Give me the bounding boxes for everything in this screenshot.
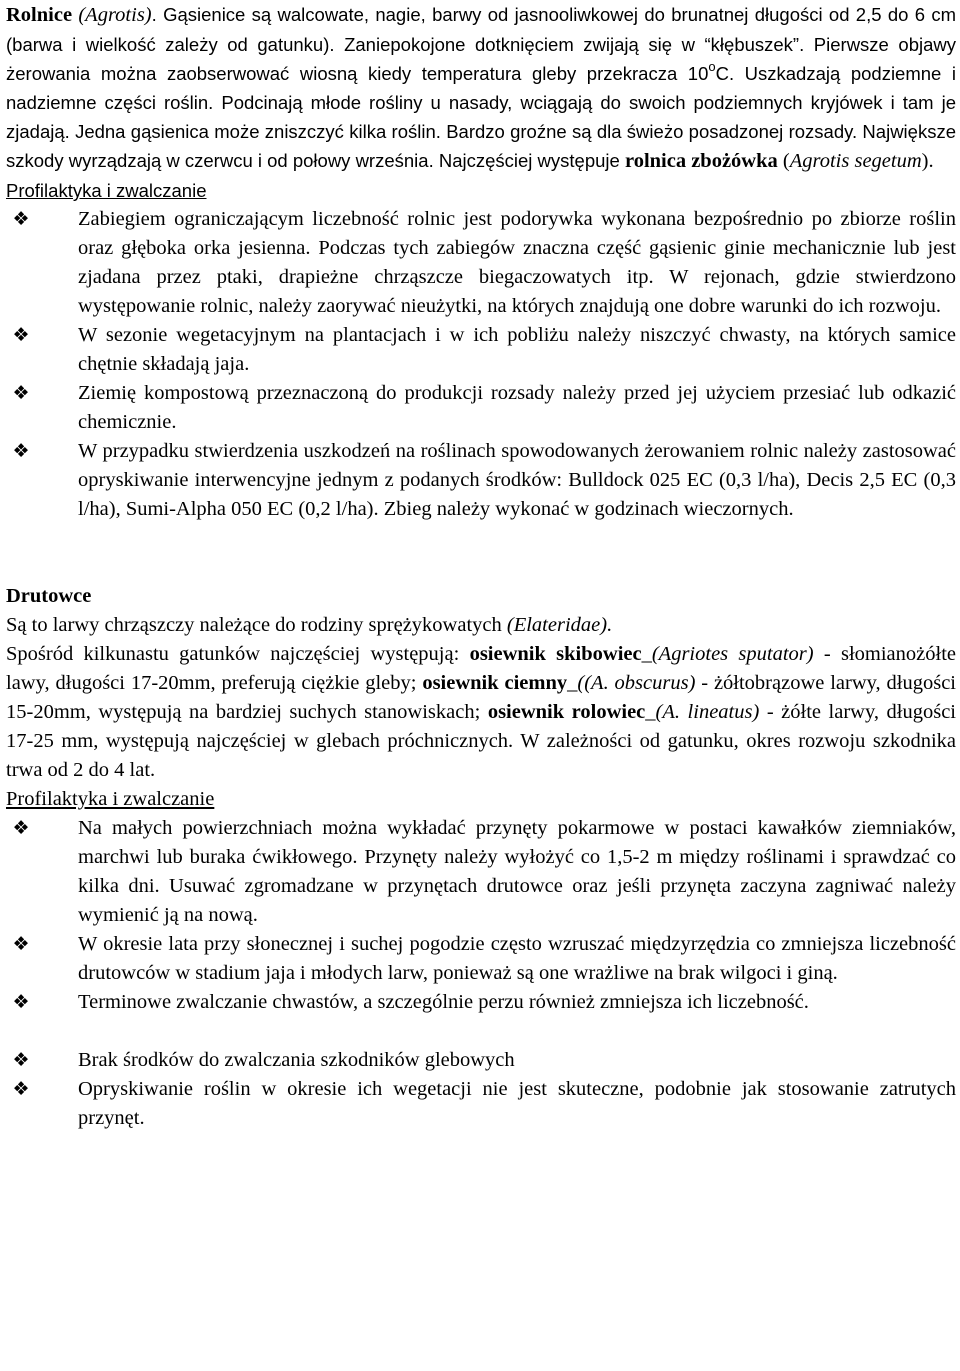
- bullet-text: Podczas tych zabiegów znaczna część gąsienic ginie mechanicznie lub jest zjadana przez ptaki, drapieżne chrząszcze biegaczowatych itp.: [78, 237, 956, 288]
- rolnice-section: [6, 0, 956, 524]
- bullet-text: Opryskiwanie roślin w okresie ich wegetacji nie jest skuteczne, podobnie jak stosowanie zatrutych przynęt.: [78, 1078, 956, 1129]
- bullet-text: Brak środków do zwalczania szkodników glebowych: [78, 1049, 515, 1071]
- species-name: osiewnik rolowiec: [487, 701, 646, 723]
- species-name: osiewnik skibowiec: [469, 643, 642, 665]
- species-latin: _(Agriotes sputator): [641, 643, 814, 665]
- drutowce-profilaktyka-heading: [6, 785, 956, 814]
- elateridae-latin: (Elateridae).: [506, 614, 613, 636]
- bullet-text: W przypadku stwierdzenia uszkodzeń na roślinach spowodowanych żerowaniem rolnic należy zastosować opryskiwanie interwencyjne jednym z podanych środków: Bulldock 025 EC (0,3 l/ha), Decis 2,5 EC (0,3 l/ha), Sumi-Alpha 050 EC (0,2 l/ha). Zbieg należy wykonać w godzinach wieczornych.: [78, 440, 956, 520]
- list-spacer: [6, 1017, 956, 1046]
- drutowce-bullets-2: [6, 1046, 956, 1133]
- rolnica-zbozowka: rolnica zbożówka: [624, 150, 778, 172]
- list-item: [6, 814, 956, 930]
- drutowce-paragraph: [6, 640, 956, 785]
- rolnice-text-1: . Gąsienice są walcowate, nagie, barwy od jasnooliwkowej do brunatnej długości od 2,5 do 6 cm (barwa i wielkość zależy od gatunku). Zaniepokojone dotknięciem zwijają się w “kłębuszek”. Pierwsze objawy żerowania można zaobserwować wiosną kiedy temperatura gleby przekracza 10: [6, 4, 957, 84]
- rolnice-title: Rolnice: [6, 4, 73, 26]
- list-item: [6, 1075, 956, 1133]
- species-latin: _((A. obscurus): [567, 672, 696, 694]
- bullet-text: W okresie lata przy słonecznej i suchej pogodzie często wzruszać międzyrzędzia co zmniejsza liczebność drutowców w stadium jaja i młodych larw, ponieważ są one wrażliwe na brak wilgoci i giną.: [78, 933, 956, 984]
- paren-open: (: [777, 150, 790, 172]
- degree-mark: o: [708, 59, 716, 74]
- species-desc: - żółtobrązowe larwy, długości 15-20mm, występują na bardziej suchych stanowiskach;: [6, 672, 956, 723]
- intro-text: Spośród kilkunastu gatunków najczęściej występują:: [6, 643, 470, 665]
- section-spacer: [6, 524, 956, 582]
- paren-close: ).: [921, 150, 934, 172]
- rolnice-profilaktyka-heading: [6, 176, 956, 205]
- diamond-bullet-icon: ❖: [12, 817, 30, 839]
- diamond-bullet-icon: ❖: [12, 324, 30, 346]
- heading-text: Profilaktyka i zwalczanie: [6, 180, 207, 201]
- bullet-text: Ziemię kompostową przeznaczoną do produkcji rozsady należy przed jej użyciem przesiać lub odkazić chemicznie.: [78, 382, 956, 433]
- diamond-bullet-icon: ❖: [12, 1049, 30, 1071]
- bullet-text: W rejonach, gdzie stwierdzono występowanie rolnic, należy zaorywać nieużytki, na których znajdują one dobre warunki do ich rozwoju.: [78, 266, 956, 317]
- diamond-bullet-icon: ❖: [12, 440, 30, 462]
- rolnice-paragraph: [6, 0, 956, 176]
- diamond-bullet-icon: ❖: [12, 933, 30, 955]
- list-item: [6, 379, 956, 437]
- document-page: [6, 0, 956, 1133]
- rolnice-text-2: C. Uszkadzają podziemne i nadziemne części roślin. Podcinają młode rośliny u nasady, wciągają do swoich podziemnych kryjówek i tam je zjadają. Jedna gąsienica może zniszczyć kilka roślin. Bardzo groźne są dla świeżo posadzonej rozsady. Największe szkody wyrządzają w czerwcu i od połowy września. Najczęściej występuje: [6, 63, 956, 171]
- species-desc: - żółte larwy, długości 17-25 mm, występują najczęściej w glebach próchnicznych. W zależności od gatunku, okres rozwoju szkodnika trwa od 2 do 4 lat.: [6, 701, 957, 781]
- heading-text: Profilaktyka i zwalczanie: [6, 788, 215, 810]
- drutowce-title-text: Drutowce: [6, 585, 92, 607]
- species-latin: _(A. lineatus): [645, 701, 760, 723]
- list-item: [6, 321, 956, 379]
- list-item: [6, 205, 956, 321]
- list-item: [6, 437, 956, 524]
- list-item: [6, 930, 956, 988]
- list-item: [6, 1046, 956, 1075]
- drutowce-title: [6, 582, 956, 611]
- rolnice-latin: (Agrotis): [78, 4, 152, 26]
- bullet-text: Na małych powierzchniach można wykładać przynęty pokarmowe w postaci kawałków ziemniaków, marchwi lub buraka ćwikłowego.: [78, 817, 956, 868]
- bullet-text: Zabiegiem ograniczającym liczebność rolnic jest podorywka wykonana bezpośrednio po zbiorze roślin oraz głęboka orka jesienna.: [78, 208, 956, 259]
- agrotis-segetum: Agrotis segetum: [789, 150, 922, 172]
- species-name: osiewnik ciemny: [422, 672, 568, 694]
- drutowce-line-1: [6, 611, 956, 640]
- list-item: [6, 988, 956, 1017]
- bullet-text: Przynęty należy wyłożyć co 1,5-2 m między roślinami i sprawdzać co kilka dni. Usuwać zgromadzane w przynętach drutowce oraz jeśli przynęta zaczyna zagniwać należy wymienić ją na nową.: [78, 846, 956, 926]
- drutowce-bullets: [6, 814, 956, 1017]
- species-desc: - słomianożółte lawy, długości 17-20mm, preferują ciężkie gleby;: [6, 643, 956, 694]
- rolnice-bullets: [6, 205, 956, 524]
- line-text: Są to larwy chrząszczy należące do rodziny sprężykowatych: [6, 614, 507, 636]
- drutowce-section: [6, 582, 956, 1133]
- diamond-bullet-icon: ❖: [12, 382, 30, 404]
- bullet-text: Terminowe zwalczanie chwastów, a szczególnie perzu również zmniejsza ich liczebność.: [78, 991, 809, 1013]
- diamond-bullet-icon: ❖: [12, 208, 30, 230]
- diamond-bullet-icon: ❖: [12, 1078, 30, 1100]
- bullet-text: W sezonie wegetacyjnym na plantacjach i w ich pobliżu należy niszczyć chwasty, na których samice chętnie składają jaja.: [78, 324, 956, 375]
- diamond-bullet-icon: ❖: [12, 991, 30, 1013]
